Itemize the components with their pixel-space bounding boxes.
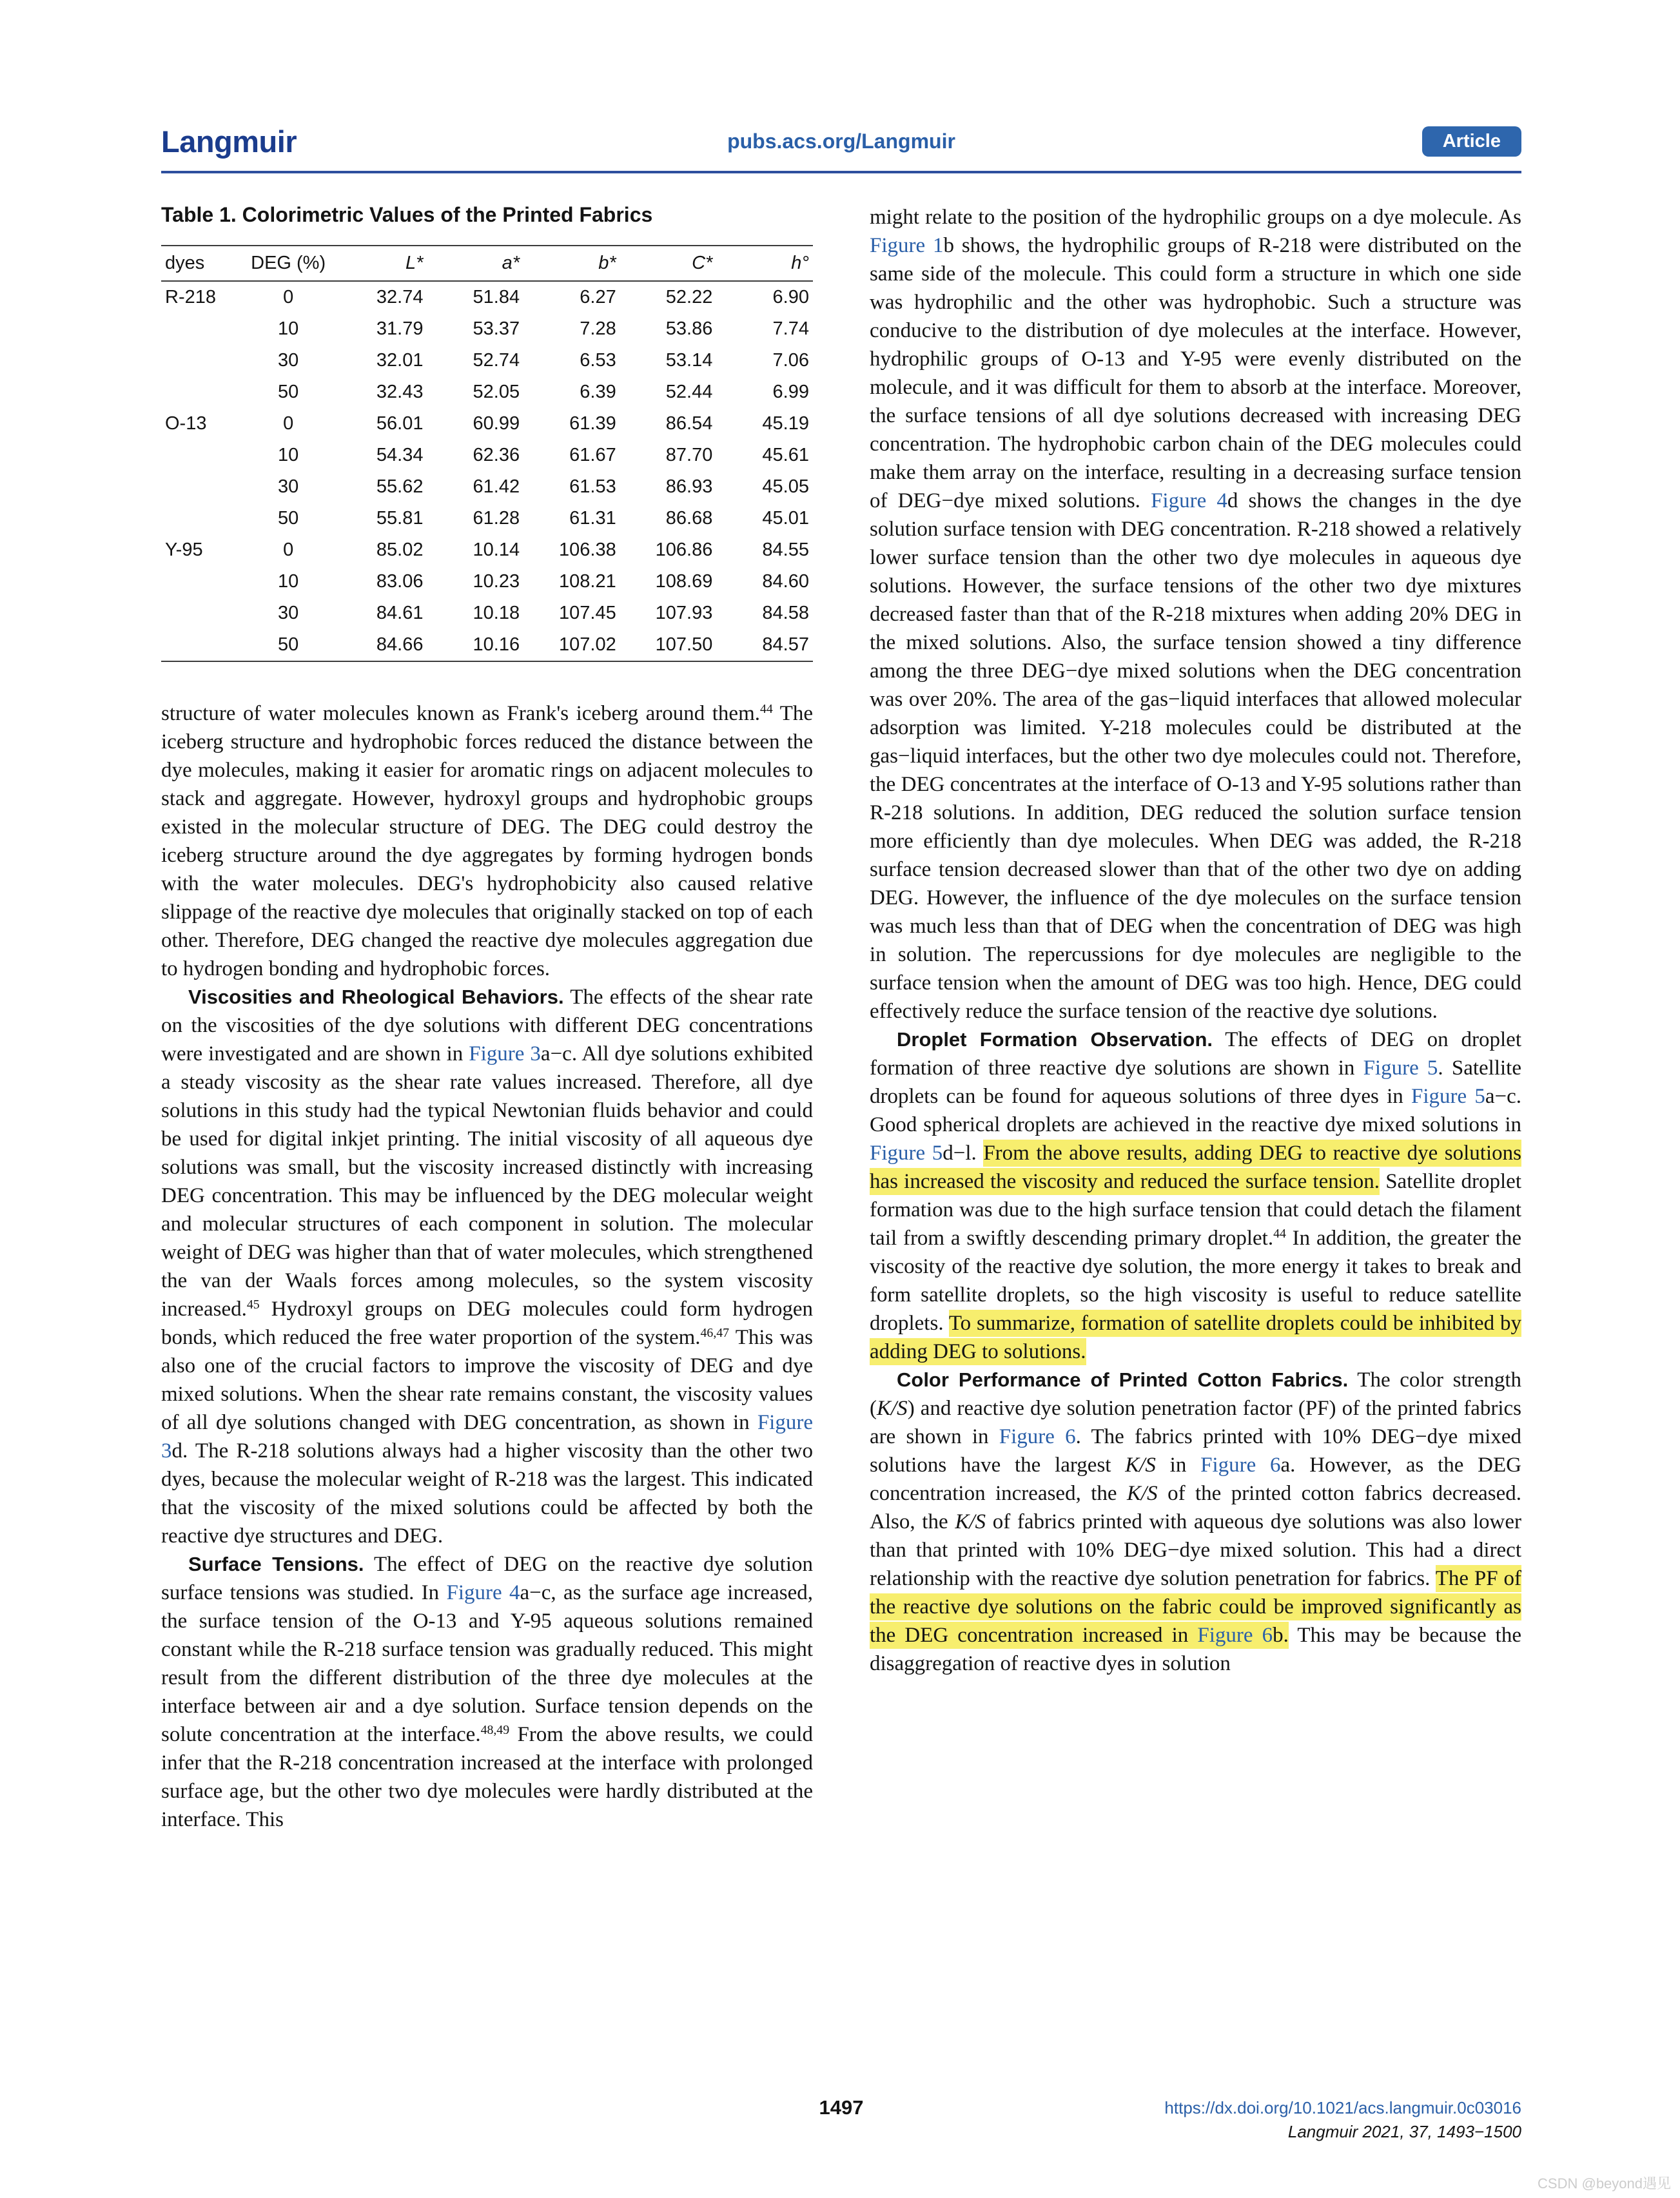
table-row xyxy=(161,281,813,313)
table-row xyxy=(161,629,813,661)
table-row xyxy=(161,471,813,503)
table-cell: 7.06 xyxy=(772,350,809,371)
figure-link[interactable]: Figure 6 xyxy=(1197,1622,1273,1649)
highlighted-text: To summarize, formation of satellite droplets could be inhibited by adding DEG to solutions. xyxy=(870,1310,1521,1365)
text-segment: The effects of the shear rate on the viscosities of the dye solutions with different DEG concentrations were investigated and are shown in xyxy=(161,986,813,1065)
table-cell: 84.57 xyxy=(716,629,813,661)
text-segment: d. The R-218 solutions always had a higher viscosity than the other two dyes, because the molecular weight of R-218 was the largest. This indicated that the viscosity of the mixed solutions could be affected by both the reactive dye structures and DEG. xyxy=(161,1439,813,1548)
paragraph xyxy=(161,983,813,1550)
table-1-block xyxy=(161,203,813,662)
table-cell: 50 xyxy=(278,382,299,402)
table-cell: 30 xyxy=(278,476,299,497)
table-cell: 86.93 xyxy=(665,476,713,497)
text-segment: structure of water molecules known as Frank's iceberg around them. xyxy=(161,702,760,725)
table-cell: 54.34 xyxy=(376,445,424,465)
table-cell: 107.45 xyxy=(559,603,616,623)
table-cell: Y-95 xyxy=(165,540,203,560)
table-cell: 10.23 xyxy=(473,571,520,592)
figure-link[interactable]: Figure 3 xyxy=(161,1411,813,1463)
left-column-text xyxy=(161,699,813,1834)
table-row xyxy=(161,598,813,629)
table-cell xyxy=(161,376,246,408)
table-cell: 10.16 xyxy=(427,629,523,661)
table-row xyxy=(161,313,813,345)
reference-superscript: 48,49 xyxy=(480,1723,510,1738)
table-cell: 56.01 xyxy=(376,413,424,434)
table-cell: 84.61 xyxy=(376,603,424,623)
table-cell: 84.58 xyxy=(762,603,809,623)
table-cell: 45.61 xyxy=(762,445,809,465)
figure-link[interactable]: Figure 4 xyxy=(1151,489,1227,512)
table-cell: 30 xyxy=(278,603,299,623)
text-segment: This was also one of the crucial factors to improve the viscosity of DEG and dye mixed solutions. When the shear rate remains constant, the viscosity values of all dye solutions changed with DEG concentration, as shown in xyxy=(161,1326,813,1434)
table-cell: 7.28 xyxy=(580,318,616,339)
text-segment: K/S xyxy=(955,1510,986,1533)
colorimetric-values-table xyxy=(161,245,813,662)
figure-link[interactable]: Figure 1 xyxy=(870,234,944,257)
right-column xyxy=(870,203,1521,1678)
figure-link[interactable]: Figure 5 xyxy=(1411,1085,1485,1108)
table-cell xyxy=(161,345,246,376)
table-cell: 6.53 xyxy=(580,350,616,371)
table-cell: 55.81 xyxy=(376,508,424,529)
table-cell: 51.84 xyxy=(473,287,520,307)
text-segment: b shows, the hydrophilic groups of R-218 were distributed on the same side of the molecule. This could form a structure in which one side was hydrophilic and the other was hydrophobic. Such a structure was conducive to the distribution of dye molecules at the interface. However, hydrophilic groups of O-13 and Y-95 were evenly distributed on the molecule, and it was difficult for them to absorb at the interface. Moreover, the surface tensions of all dye solutions decreased with increasing DEG concentration. The hydrophobic carbon chain of the DEG molecules could make them array on the interface, resulting in a decreasing surface tension of DEG−dye mixed solutions. xyxy=(870,234,1521,512)
table-cell xyxy=(161,471,246,503)
table-row xyxy=(161,503,813,534)
table-cell: 108.21 xyxy=(559,571,616,592)
table-cell: 87.70 xyxy=(665,445,713,465)
table-cell: 52.74 xyxy=(473,350,520,371)
table-cell: 52.05 xyxy=(473,382,520,402)
table-cell: 10 xyxy=(278,445,299,465)
table-cell: 60.99 xyxy=(473,413,520,434)
table-cell xyxy=(161,313,246,345)
table-cell: 50 xyxy=(278,508,299,529)
article-body xyxy=(161,203,1521,1834)
table-cell: 45.05 xyxy=(762,476,809,497)
column-header: dyes xyxy=(161,246,246,281)
section-heading: Surface Tensions. xyxy=(188,1553,364,1575)
text-segment: This may be because the disaggregation of reactive dyes in solution xyxy=(870,1624,1521,1675)
table-cell: 52.44 xyxy=(665,382,713,402)
table-cell: 45.19 xyxy=(762,413,809,434)
table-cell: 50 xyxy=(246,629,330,661)
text-segment: K/S xyxy=(877,1397,908,1420)
table-caption: Table 1. Colorimetric Values of the Printed Fabrics xyxy=(161,203,653,226)
table-cell: 61.42 xyxy=(473,476,520,497)
text-segment: d−l. xyxy=(943,1142,984,1165)
table-cell: 107.50 xyxy=(620,629,717,661)
table-cell: 6.39 xyxy=(580,382,616,402)
table-cell: 55.62 xyxy=(376,476,424,497)
table-cell: 10 xyxy=(278,318,299,339)
column-header: C* xyxy=(620,246,717,281)
figure-link[interactable]: Figure 6 xyxy=(999,1425,1076,1448)
page-header xyxy=(161,124,1521,173)
table-cell: 62.36 xyxy=(473,445,520,465)
article-type-badge: Article xyxy=(1422,126,1521,157)
table-row xyxy=(161,408,813,440)
table-cell: 84.60 xyxy=(762,571,809,592)
table-cell: 30 xyxy=(278,350,299,371)
figure-link[interactable]: Figure 4 xyxy=(446,1581,520,1604)
column-header: a* xyxy=(427,246,523,281)
table-cell: 108.69 xyxy=(655,571,713,592)
left-column xyxy=(161,203,813,1834)
table-cell: 85.02 xyxy=(376,540,424,560)
table-cell: 107.02 xyxy=(523,629,620,661)
right-column-text xyxy=(870,203,1521,1678)
text-segment: Hydroxyl groups on DEG molecules could form hydrogen bonds, which reduced the free water proportion of the system. xyxy=(161,1298,813,1349)
table-cell: 6.99 xyxy=(772,382,809,402)
highlighted-text: The PF of the reactive dye solutions on the fabric could be improved significantly as the DEG concentration increased in xyxy=(870,1565,1521,1649)
text-segment: K/S xyxy=(1125,1454,1156,1477)
text-segment: of the printed cotton fabrics decreased. Also, the xyxy=(870,1482,1521,1533)
section-heading: Viscosities and Rheological Behaviors. xyxy=(188,986,564,1008)
paragraph xyxy=(870,1026,1521,1366)
text-segment: . The fabrics printed with 10% DEG−dye mixed solutions have the largest xyxy=(870,1425,1521,1477)
column-header: h° xyxy=(716,246,813,281)
section-heading: Color Performance of Printed Cotton Fabrics. xyxy=(897,1368,1349,1391)
watermark: CSDN @beyond遇见 xyxy=(1538,2175,1671,2192)
table-cell: 53.14 xyxy=(665,350,713,371)
text-segment: of fabrics printed with aqueous dye solutions was also lower than that printed with 10% DEG−dye mixed solution. This had a direct relationship with the reactive dye solution penetration for fabrics. xyxy=(870,1510,1521,1590)
table-cell: 0 xyxy=(283,540,294,560)
figure-link[interactable]: Figure 5 xyxy=(870,1142,943,1165)
table-cell xyxy=(161,598,246,629)
table-cell xyxy=(161,566,246,598)
table-cell: 61.53 xyxy=(569,476,616,497)
text-segment: K/S xyxy=(1126,1482,1158,1505)
text-segment: in xyxy=(1155,1454,1201,1477)
table-row xyxy=(161,345,813,376)
table-cell: 86.54 xyxy=(665,413,713,434)
paragraph xyxy=(870,1366,1521,1678)
table-cell: 84.66 xyxy=(331,629,427,661)
table-row xyxy=(161,440,813,471)
text-segment: a−c. All dye solutions exhibited a steady viscosity as the shear rate values increased. Therefore, all dye solutions in this study had the typical Newtonian fluids behavior and could be used for digital inkjet printing. The initial viscosity of all aqueous dye solutions was small, but the viscosity increased distinctly with increasing DEG concentration. This may be influenced by the DEG molecular weight and molecular structures of each component in solution. The molecular weight of DEG was higher than that of water molecules, which strengthened the van der Waals forces among molecules, so the system viscosity increased. xyxy=(161,1042,813,1321)
figure-link[interactable]: Figure 6 xyxy=(1200,1454,1281,1477)
page-number: 1497 xyxy=(819,2096,864,2119)
table-cell: 61.31 xyxy=(569,508,616,529)
table-cell: 61.28 xyxy=(473,508,520,529)
table-cell: 0 xyxy=(283,287,294,307)
journal-logo: Langmuir xyxy=(161,124,297,159)
text-segment: The color strength ( xyxy=(870,1368,1521,1420)
table-cell: 31.79 xyxy=(376,318,424,339)
text-segment: might relate to the position of the hydrophilic groups on a dye molecule. As xyxy=(870,206,1521,229)
reference-superscript: 44 xyxy=(760,702,773,717)
page-footer xyxy=(161,2096,1521,2144)
text-segment: The effects of DEG on droplet formation of three reactive dye solutions are shown in xyxy=(870,1028,1521,1080)
reference-superscript: 46,47 xyxy=(700,1326,730,1341)
paragraph xyxy=(161,699,813,983)
text-segment: a. However, as the DEG concentration increased, the xyxy=(870,1454,1521,1505)
table-cell: 7.74 xyxy=(772,318,809,339)
column-header: DEG (%) xyxy=(246,246,330,281)
section-heading: Droplet Formation Observation. xyxy=(897,1028,1213,1051)
table-cell: O-13 xyxy=(165,413,207,434)
column-header: b* xyxy=(523,246,620,281)
text-segment: From the above results, we could infer that the R-218 concentration increased at the interface with prolonged surface age, but the other two dye molecules were hardly distributed at the interface. This xyxy=(161,1723,813,1831)
table-cell: 52.22 xyxy=(665,287,713,307)
table-cell: 45.01 xyxy=(762,508,809,529)
table-cell: 86.68 xyxy=(665,508,713,529)
table-cell: 106.86 xyxy=(655,540,713,560)
table-cell: R-218 xyxy=(165,287,216,307)
journal-citation: Langmuir 2021, 37, 1493−1500 xyxy=(1287,2122,1521,2141)
table-cell: 106.38 xyxy=(559,540,616,560)
table-cell: 10 xyxy=(278,571,299,592)
reference-superscript: 44 xyxy=(1273,1227,1286,1241)
table-cell: 61.67 xyxy=(569,445,616,465)
table-cell: 32.01 xyxy=(376,350,424,371)
highlighted-text: b. xyxy=(1273,1622,1289,1649)
figure-link[interactable]: Figure 5 xyxy=(1363,1056,1438,1080)
text-segment: a−c, as the surface age increased, the surface tension of the O-13 and Y-95 aqueous solutions remained constant while the R-218 surface tension was gradually reduced. This might result from the different distribution of the three dye molecules at the interface between air and a dye solution. Surface tension depends on the solute concentration at the interface. xyxy=(161,1581,813,1746)
table-cell: 61.39 xyxy=(569,413,616,434)
table-cell xyxy=(161,440,246,471)
text-segment: In addition, the greater the viscosity of the reactive dye solution, the more energy it takes to break and form satellite droplets, so the high viscosity is useful to reduce satellite droplets. xyxy=(870,1227,1521,1335)
table-cell: 32.74 xyxy=(376,287,424,307)
text-segment: d shows the changes in the dye solution surface tension with DEG concentration. R-218 showed a relatively lower surface tension than the other two dye molecules in aqueous dye solutions. However, the surface tensions of the other two dye mixtures decreased faster than that of the R-218 mixtures when adding 20% DEG in the mixed solutions. Also, the surface tension showed a tiny difference among the three DEG−dye mixed solutions when the DEG concentration was over 20%. The area of the gas−liquid interfaces that allowed molecular adsorption was limited. Y-218 molecules could be distributed at the gas−liquid interfaces, but the other two dye molecules could not. Therefore, the DEG concentrates at the interface of O-13 and Y-95 solutions rather than R-218 solutions. In addition, DEG reduced the solution surface tension more efficiently than dye molecules. When DEG was added, the R-218 surface tension decreased slower than that of the other two dye on adding DEG. However, the influence of the dye molecules on the surface tension was much less than that of DEG when the concentration of DEG was high in solution. The repercussions for dye molecules are negligible to the surface tension when the amount of DEG was too high. Hence, DEG could effectively reduce the surface tension of the reactive dye solutions. xyxy=(870,489,1521,1023)
table-cell xyxy=(161,629,246,661)
paragraph xyxy=(161,1550,813,1834)
table-row xyxy=(161,376,813,408)
journal-url-link[interactable]: pubs.acs.org/Langmuir xyxy=(727,130,955,153)
text-segment: The effect of DEG on the reactive dye solution surface tensions was studied. In xyxy=(161,1553,814,1604)
column-header: L* xyxy=(331,246,427,281)
table-row xyxy=(161,566,813,598)
doi-link[interactable]: https://dx.doi.org/10.1021/acs.langmuir.0c03016 xyxy=(1164,2098,1521,2117)
text-segment: ) and reactive dye solution penetration factor (PF) of the printed fabrics are shown in xyxy=(870,1397,1521,1448)
text-segment: The iceberg structure and hydrophobic forces reduced the distance between the dye molecules, making it easier for aromatic rings on adjacent molecules to stack and aggregate. However, hydroxyl groups and hydrophobic groups existed in the molecular structure of DEG. The DEG could destroy the iceberg structure around the dye aggregates by forming hydrogen bonds with the water molecules. DEG's hydrophobicity also caused relative slippage of the reactive dye molecules that originally stacked on top of each other. Therefore, DEG changed the reactive dye molecules aggregation due to hydrogen bonding and hydrophobic forces. xyxy=(161,702,813,980)
figure-link[interactable]: Figure 3 xyxy=(469,1042,541,1065)
table-cell: 83.06 xyxy=(376,571,424,592)
table-cell: 6.27 xyxy=(580,287,616,307)
table-cell: 32.43 xyxy=(376,382,424,402)
table-header-row xyxy=(161,246,813,281)
page-content xyxy=(161,124,1521,1834)
table-cell: 10.14 xyxy=(473,540,520,560)
table-cell: 0 xyxy=(283,413,294,434)
table-cell: 6.90 xyxy=(772,287,809,307)
paragraph xyxy=(870,203,1521,1026)
table-cell: 10.18 xyxy=(473,603,520,623)
table-cell xyxy=(161,503,246,534)
text-segment: . Satellite droplets can be found for aqueous solutions of three dyes in xyxy=(870,1056,1521,1108)
highlighted-text: From the above results, adding DEG to reactive dye solutions has increased the viscosity and reduced the surface tension. xyxy=(870,1140,1521,1195)
reference-superscript: 45 xyxy=(246,1298,260,1312)
table-cell: 107.93 xyxy=(655,603,713,623)
text-segment: Satellite droplet formation was due to the high surface tension that could detach the filament tail from a swiftly descending primary droplet. xyxy=(870,1170,1521,1250)
table-row xyxy=(161,534,813,566)
table-cell: 84.55 xyxy=(762,540,809,560)
table-cell: 53.37 xyxy=(473,318,520,339)
table-cell: 53.86 xyxy=(665,318,713,339)
text-segment: a−c. Good spherical droplets are achieved in the reactive dye mixed solutions in xyxy=(870,1085,1521,1136)
